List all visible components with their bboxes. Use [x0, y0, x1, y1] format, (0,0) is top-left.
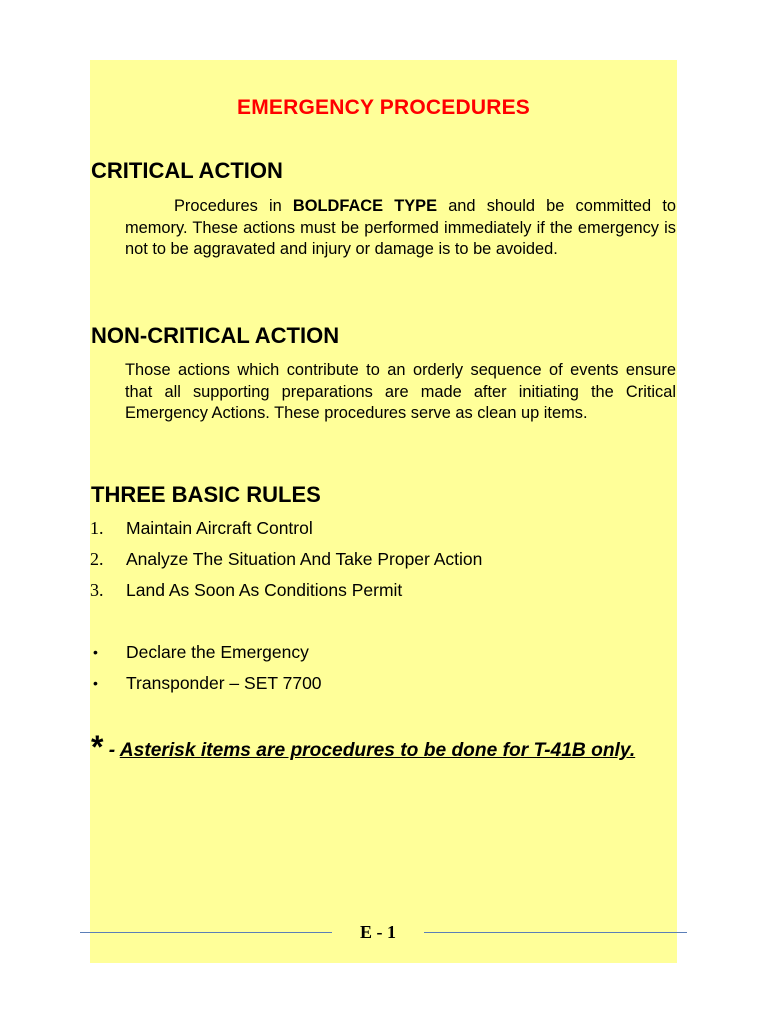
rule-text: Land As Soon As Conditions Permit: [126, 580, 403, 600]
critical-text-before: Procedures in: [174, 197, 293, 215]
critical-action-paragraph: [125, 196, 676, 261]
rule-item-1: [90, 517, 650, 539]
footer-rule-left: [80, 932, 332, 933]
bullet-icon: •: [93, 644, 98, 660]
rule-item-3: [90, 579, 650, 601]
asterisk-icon: *: [91, 729, 104, 765]
bullet-text: Transponder – SET 7700: [126, 673, 322, 693]
bullet-text: Declare the Emergency: [126, 642, 309, 662]
three-basic-rules-heading: THREE BASIC RULES: [91, 482, 321, 507]
asterisk-note-text: Asterisk items are procedures to be done for T-41B only.: [119, 740, 636, 761]
page-number: E - 1: [360, 922, 396, 942]
rule-text: Maintain Aircraft Control: [126, 518, 313, 538]
asterisk-dash: -: [103, 740, 120, 761]
document-page: [90, 60, 677, 963]
critical-text-after: and should be committed to memory. These actions must be performed immediately if the emergency is not to be aggravated and injury or damage is to be avoided.: [125, 197, 676, 258]
rule-text: Analyze The Situation And Take Proper Action: [126, 549, 483, 569]
bullet-item-transponder: [90, 672, 650, 694]
rule-item-2: [90, 548, 650, 570]
asterisk-note: [91, 730, 661, 768]
non-critical-action-heading: NON-CRITICAL ACTION: [91, 323, 340, 348]
rule-number: 1.: [90, 518, 104, 538]
non-critical-action-paragraph: Those actions which contribute to an orderly sequence of events ensure that all supporting preparations are made after initiating the Critical Emergency Actions. These procedures serve as clean up items.: [125, 361, 676, 422]
footer-rule-right: [424, 932, 687, 933]
critical-action-heading: CRITICAL ACTION: [91, 158, 283, 183]
bullet-item-declare-emergency: [90, 641, 650, 663]
page-title: EMERGENCY PROCEDURES: [237, 96, 530, 119]
rule-number: 3.: [90, 580, 104, 600]
bullet-icon: •: [93, 675, 98, 691]
rule-number: 2.: [90, 549, 104, 569]
boldface-type-emphasis: BOLDFACE TYPE: [292, 197, 438, 215]
